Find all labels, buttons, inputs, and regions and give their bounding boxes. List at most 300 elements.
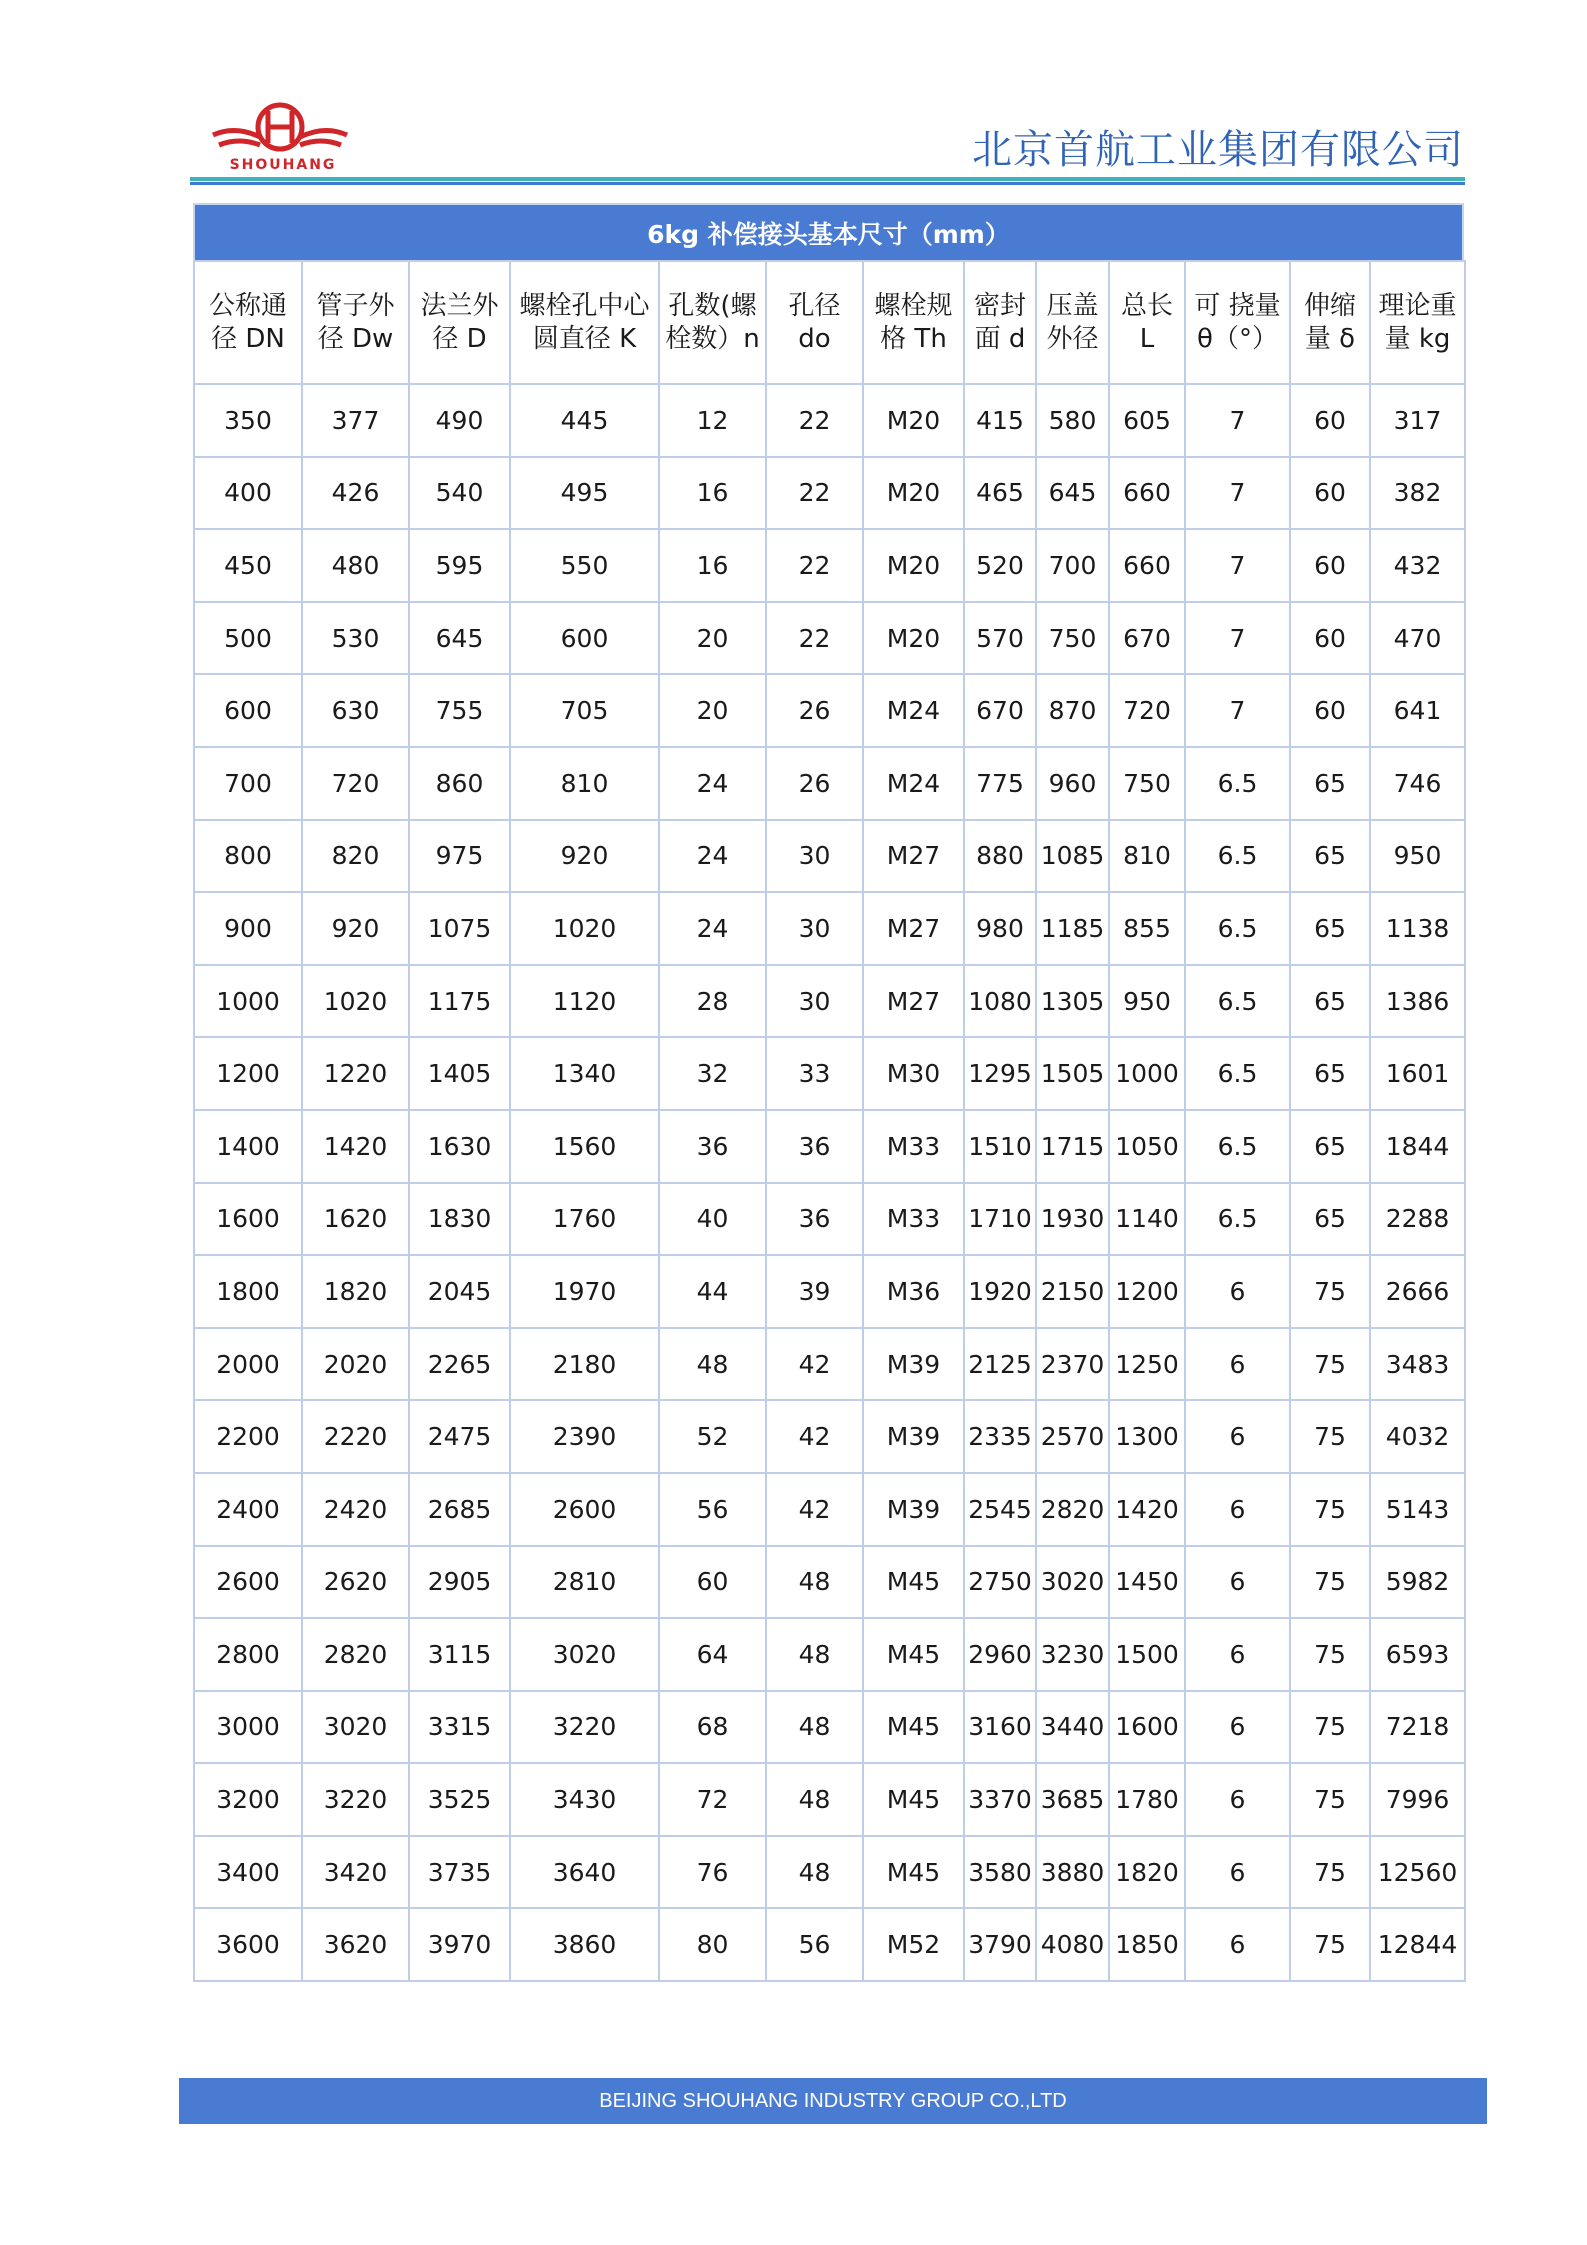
dimension-table bbox=[193, 260, 1466, 1982]
table-cell: 2810 bbox=[510, 1546, 659, 1619]
table-cell: 3160 bbox=[964, 1691, 1036, 1764]
column-header-label: 孔径 do bbox=[788, 290, 841, 354]
table-cell: 2545 bbox=[964, 1473, 1036, 1546]
table-cell: 1420 bbox=[302, 1110, 409, 1183]
table-cell: 1710 bbox=[964, 1183, 1036, 1256]
table-cell: 445 bbox=[510, 384, 659, 457]
table-row bbox=[194, 820, 1465, 893]
table-cell: 3370 bbox=[964, 1763, 1036, 1836]
table-cell: 6 bbox=[1185, 1691, 1290, 1764]
table-cell: 48 bbox=[766, 1546, 863, 1619]
table-cell: 3430 bbox=[510, 1763, 659, 1836]
column-header bbox=[1036, 261, 1109, 384]
table-cell: 775 bbox=[964, 747, 1036, 820]
table-cell: 2800 bbox=[194, 1618, 302, 1691]
table-cell: 7 bbox=[1185, 674, 1290, 747]
table-cell: 377 bbox=[302, 384, 409, 457]
table-cell: 3020 bbox=[302, 1691, 409, 1764]
table-cell: 36 bbox=[766, 1110, 863, 1183]
table-cell: 65 bbox=[1290, 820, 1370, 893]
table-cell: 3640 bbox=[510, 1836, 659, 1909]
table-cell: M39 bbox=[863, 1473, 964, 1546]
table-cell: 48 bbox=[766, 1618, 863, 1691]
table-cell: 855 bbox=[1109, 892, 1185, 965]
table-cell: 1800 bbox=[194, 1255, 302, 1328]
table-cell: 36 bbox=[659, 1110, 766, 1183]
table-cell: 2288 bbox=[1370, 1183, 1465, 1256]
table-cell: 1820 bbox=[1109, 1836, 1185, 1909]
table-cell: 6 bbox=[1185, 1763, 1290, 1836]
table-cell: 2420 bbox=[302, 1473, 409, 1546]
column-header-label: 螺栓孔中心圆直径 K bbox=[519, 290, 650, 354]
table-cell: 465 bbox=[964, 457, 1036, 530]
table-cell: 1630 bbox=[409, 1110, 510, 1183]
column-header-label: 密封面 d bbox=[973, 290, 1026, 354]
column-header bbox=[510, 261, 659, 384]
table-row bbox=[194, 1546, 1465, 1619]
table-cell: 1138 bbox=[1370, 892, 1465, 965]
table-cell: 7 bbox=[1185, 457, 1290, 530]
table-cell: M36 bbox=[863, 1255, 964, 1328]
table-cell: 1305 bbox=[1036, 965, 1109, 1038]
table-cell: 2150 bbox=[1036, 1255, 1109, 1328]
table-cell: 6.5 bbox=[1185, 820, 1290, 893]
table-cell: 660 bbox=[1109, 457, 1185, 530]
table-body bbox=[194, 384, 1465, 1981]
table-cell: 595 bbox=[409, 529, 510, 602]
table-cell: 2125 bbox=[964, 1328, 1036, 1401]
table-cell: 2000 bbox=[194, 1328, 302, 1401]
table-cell: 1505 bbox=[1036, 1037, 1109, 1110]
table-cell: 2820 bbox=[302, 1618, 409, 1691]
table-cell: M20 bbox=[863, 457, 964, 530]
table-row bbox=[194, 457, 1465, 530]
table-cell: 22 bbox=[766, 457, 863, 530]
column-header bbox=[659, 261, 766, 384]
column-header bbox=[1109, 261, 1185, 384]
table-cell: 755 bbox=[409, 674, 510, 747]
table-cell: 1600 bbox=[194, 1183, 302, 1256]
table-cell: 75 bbox=[1290, 1763, 1370, 1836]
table-title: 6kg 补偿接头基本尺寸（mm） bbox=[193, 203, 1464, 260]
table-cell: 1220 bbox=[302, 1037, 409, 1110]
table-cell: 1405 bbox=[409, 1037, 510, 1110]
table-cell: 432 bbox=[1370, 529, 1465, 602]
table-cell: 2390 bbox=[510, 1400, 659, 1473]
table-cell: 660 bbox=[1109, 529, 1185, 602]
table-cell: 3200 bbox=[194, 1763, 302, 1836]
table-row bbox=[194, 529, 1465, 602]
table-cell: 6 bbox=[1185, 1400, 1290, 1473]
table-cell: 6 bbox=[1185, 1836, 1290, 1909]
table-cell: 3220 bbox=[510, 1691, 659, 1764]
table-cell: 470 bbox=[1370, 602, 1465, 675]
table-cell: 2620 bbox=[302, 1546, 409, 1619]
table-cell: 1300 bbox=[1109, 1400, 1185, 1473]
table-cell: 2600 bbox=[510, 1473, 659, 1546]
table-cell: 2475 bbox=[409, 1400, 510, 1473]
table-cell: 2750 bbox=[964, 1546, 1036, 1619]
table-cell: 870 bbox=[1036, 674, 1109, 747]
table-cell: 60 bbox=[1290, 674, 1370, 747]
table-cell: 1420 bbox=[1109, 1473, 1185, 1546]
table-cell: 6 bbox=[1185, 1908, 1290, 1981]
table-cell: 6 bbox=[1185, 1546, 1290, 1619]
table-cell: 12 bbox=[659, 384, 766, 457]
table-row bbox=[194, 1110, 1465, 1183]
table-cell: 415 bbox=[964, 384, 1036, 457]
table-cell: 1340 bbox=[510, 1037, 659, 1110]
table-cell: 530 bbox=[302, 602, 409, 675]
table-cell: 3315 bbox=[409, 1691, 510, 1764]
table-cell: 12844 bbox=[1370, 1908, 1465, 1981]
table-cell: 3020 bbox=[1036, 1546, 1109, 1619]
table-cell: 7 bbox=[1185, 602, 1290, 675]
table-cell: 44 bbox=[659, 1255, 766, 1328]
table-cell: 880 bbox=[964, 820, 1036, 893]
table-cell: 1185 bbox=[1036, 892, 1109, 965]
table-row bbox=[194, 1763, 1465, 1836]
table-cell: 550 bbox=[510, 529, 659, 602]
table-cell: 1510 bbox=[964, 1110, 1036, 1183]
table-cell: 2685 bbox=[409, 1473, 510, 1546]
table-cell: 65 bbox=[1290, 892, 1370, 965]
table-cell: 16 bbox=[659, 529, 766, 602]
table-cell: 2570 bbox=[1036, 1400, 1109, 1473]
table-cell: 1140 bbox=[1109, 1183, 1185, 1256]
table-cell: 1050 bbox=[1109, 1110, 1185, 1183]
table-cell: 3620 bbox=[302, 1908, 409, 1981]
table-cell: 16 bbox=[659, 457, 766, 530]
table-cell: 7 bbox=[1185, 384, 1290, 457]
table-cell: 3440 bbox=[1036, 1691, 1109, 1764]
table-cell: 65 bbox=[1290, 1110, 1370, 1183]
table-row bbox=[194, 1618, 1465, 1691]
table-row bbox=[194, 1908, 1465, 1981]
table-cell: 4080 bbox=[1036, 1908, 1109, 1981]
table-cell: M27 bbox=[863, 965, 964, 1038]
table-cell: 1560 bbox=[510, 1110, 659, 1183]
table-cell: 3860 bbox=[510, 1908, 659, 1981]
table-row bbox=[194, 1328, 1465, 1401]
table-cell: 6 bbox=[1185, 1473, 1290, 1546]
table-cell: 48 bbox=[766, 1763, 863, 1836]
table-cell: 64 bbox=[659, 1618, 766, 1691]
table-cell: 22 bbox=[766, 602, 863, 675]
column-header-label: 总长 L bbox=[1120, 290, 1173, 354]
company-name-cn: 北京首航工业集团有限公司 bbox=[972, 127, 1464, 173]
table-cell: 645 bbox=[409, 602, 510, 675]
table-cell: 75 bbox=[1290, 1836, 1370, 1909]
column-header bbox=[766, 261, 863, 384]
table-cell: 75 bbox=[1290, 1908, 1370, 1981]
header-divider-blue bbox=[190, 182, 1465, 185]
column-header bbox=[1370, 261, 1465, 384]
table-cell: 2335 bbox=[964, 1400, 1036, 1473]
table-cell: 6593 bbox=[1370, 1618, 1465, 1691]
table-row bbox=[194, 1183, 1465, 1256]
table-cell: 2666 bbox=[1370, 1255, 1465, 1328]
table-row bbox=[194, 1400, 1465, 1473]
table-cell: M45 bbox=[863, 1546, 964, 1619]
table-cell: 6 bbox=[1185, 1255, 1290, 1328]
table-cell: 3880 bbox=[1036, 1836, 1109, 1909]
table-cell: 30 bbox=[766, 892, 863, 965]
table-cell: 72 bbox=[659, 1763, 766, 1836]
table-cell: 490 bbox=[409, 384, 510, 457]
column-header-label: 螺栓规格 Th bbox=[874, 290, 953, 354]
table-cell: 1020 bbox=[302, 965, 409, 1038]
table-cell: 600 bbox=[510, 602, 659, 675]
table-cell: 22 bbox=[766, 529, 863, 602]
column-header bbox=[302, 261, 409, 384]
table-cell: M20 bbox=[863, 384, 964, 457]
table-cell: 3420 bbox=[302, 1836, 409, 1909]
table-cell: 980 bbox=[964, 892, 1036, 965]
table-cell: 56 bbox=[766, 1908, 863, 1981]
table-cell: 6.5 bbox=[1185, 1037, 1290, 1110]
table-cell: 65 bbox=[1290, 1183, 1370, 1256]
table-cell: 75 bbox=[1290, 1546, 1370, 1619]
table-cell: 350 bbox=[194, 384, 302, 457]
table-row bbox=[194, 1691, 1465, 1764]
table-cell: M27 bbox=[863, 820, 964, 893]
table-cell: 75 bbox=[1290, 1691, 1370, 1764]
table-row bbox=[194, 892, 1465, 965]
table-cell: 1600 bbox=[1109, 1691, 1185, 1764]
table-cell: M45 bbox=[863, 1836, 964, 1909]
table-cell: 68 bbox=[659, 1691, 766, 1764]
column-header bbox=[964, 261, 1036, 384]
table-cell: 42 bbox=[766, 1400, 863, 1473]
table-cell: 3600 bbox=[194, 1908, 302, 1981]
table-cell: 1844 bbox=[1370, 1110, 1465, 1183]
table-cell: 520 bbox=[964, 529, 1036, 602]
table-cell: 3400 bbox=[194, 1836, 302, 1909]
table-cell: 75 bbox=[1290, 1473, 1370, 1546]
table-cell: 1620 bbox=[302, 1183, 409, 1256]
table-cell: 960 bbox=[1036, 747, 1109, 820]
table-cell: 48 bbox=[659, 1328, 766, 1401]
table-cell: 860 bbox=[409, 747, 510, 820]
table-cell: 3230 bbox=[1036, 1618, 1109, 1691]
company-name-en: BEIJING SHOUHANG INDUSTRY GROUP CO.,LTD bbox=[599, 2089, 1067, 2112]
table-cell: 2370 bbox=[1036, 1328, 1109, 1401]
table-cell: 22 bbox=[766, 384, 863, 457]
table-cell: 1075 bbox=[409, 892, 510, 965]
table-cell: 1850 bbox=[1109, 1908, 1185, 1981]
table-cell: M30 bbox=[863, 1037, 964, 1110]
table-cell: 700 bbox=[194, 747, 302, 820]
table-cell: 480 bbox=[302, 529, 409, 602]
table-cell: 3000 bbox=[194, 1691, 302, 1764]
table-cell: 670 bbox=[964, 674, 1036, 747]
table-cell: 2905 bbox=[409, 1546, 510, 1619]
table-row bbox=[194, 965, 1465, 1038]
table-cell: 3525 bbox=[409, 1763, 510, 1836]
table-cell: 810 bbox=[1109, 820, 1185, 893]
table-cell: 720 bbox=[1109, 674, 1185, 747]
table-cell: 426 bbox=[302, 457, 409, 530]
table-cell: 65 bbox=[1290, 747, 1370, 820]
table-cell: 48 bbox=[766, 1691, 863, 1764]
table-cell: 75 bbox=[1290, 1328, 1370, 1401]
table-cell: 400 bbox=[194, 457, 302, 530]
table-cell: 820 bbox=[302, 820, 409, 893]
column-header-label: 公称通径 DN bbox=[208, 290, 287, 354]
table-cell: 60 bbox=[1290, 602, 1370, 675]
table-cell: 6.5 bbox=[1185, 1110, 1290, 1183]
table-cell: 28 bbox=[659, 965, 766, 1038]
table-cell: 3970 bbox=[409, 1908, 510, 1981]
column-header-label: 伸缩量 δ bbox=[1303, 290, 1356, 354]
table-cell: 2265 bbox=[409, 1328, 510, 1401]
table-cell: 26 bbox=[766, 674, 863, 747]
table-cell: 65 bbox=[1290, 1037, 1370, 1110]
table-cell: 1200 bbox=[194, 1037, 302, 1110]
table-cell: 605 bbox=[1109, 384, 1185, 457]
table-cell: 750 bbox=[1036, 602, 1109, 675]
table-cell: 495 bbox=[510, 457, 659, 530]
table-cell: 3735 bbox=[409, 1836, 510, 1909]
table-cell: 450 bbox=[194, 529, 302, 602]
table-cell: 1820 bbox=[302, 1255, 409, 1328]
table-cell: M24 bbox=[863, 747, 964, 820]
table-cell: M27 bbox=[863, 892, 964, 965]
table-cell: 1085 bbox=[1036, 820, 1109, 893]
table-header-row bbox=[194, 261, 1465, 384]
table-cell: 920 bbox=[302, 892, 409, 965]
table-cell: 1250 bbox=[1109, 1328, 1185, 1401]
table-cell: 75 bbox=[1290, 1618, 1370, 1691]
table-cell: 42 bbox=[766, 1473, 863, 1546]
table-cell: 1715 bbox=[1036, 1110, 1109, 1183]
table-cell: 540 bbox=[409, 457, 510, 530]
dimension-table-container bbox=[193, 203, 1464, 1982]
table-cell: 36 bbox=[766, 1183, 863, 1256]
table-cell: M24 bbox=[863, 674, 964, 747]
column-header-label: 理论重量 kg bbox=[1378, 290, 1457, 354]
table-cell: 4032 bbox=[1370, 1400, 1465, 1473]
table-cell: 30 bbox=[766, 965, 863, 1038]
table-cell: 40 bbox=[659, 1183, 766, 1256]
table-cell: 75 bbox=[1290, 1255, 1370, 1328]
table-cell: 2220 bbox=[302, 1400, 409, 1473]
column-header bbox=[409, 261, 510, 384]
table-cell: 1080 bbox=[964, 965, 1036, 1038]
table-cell: 2820 bbox=[1036, 1473, 1109, 1546]
table-cell: M33 bbox=[863, 1110, 964, 1183]
table-cell: 3220 bbox=[302, 1763, 409, 1836]
table-cell: 3483 bbox=[1370, 1328, 1465, 1401]
table-cell: 6 bbox=[1185, 1618, 1290, 1691]
table-cell: 12560 bbox=[1370, 1836, 1465, 1909]
table-cell: 1120 bbox=[510, 965, 659, 1038]
table-cell: 60 bbox=[1290, 384, 1370, 457]
table-row bbox=[194, 1473, 1465, 1546]
table-cell: M45 bbox=[863, 1763, 964, 1836]
table-cell: 1830 bbox=[409, 1183, 510, 1256]
column-header-label: 孔数(螺栓数）n bbox=[665, 290, 760, 354]
table-cell: 1020 bbox=[510, 892, 659, 965]
table-cell: 1930 bbox=[1036, 1183, 1109, 1256]
table-cell: 39 bbox=[766, 1255, 863, 1328]
table-row bbox=[194, 1836, 1465, 1909]
table-cell: 20 bbox=[659, 602, 766, 675]
table-cell: 24 bbox=[659, 747, 766, 820]
table-cell: 1450 bbox=[1109, 1546, 1185, 1619]
table-cell: 1000 bbox=[194, 965, 302, 1038]
table-cell: 3685 bbox=[1036, 1763, 1109, 1836]
table-cell: 75 bbox=[1290, 1400, 1370, 1473]
table-cell: 750 bbox=[1109, 747, 1185, 820]
column-header-label: 管子外径 Dw bbox=[316, 290, 395, 354]
footer-bar bbox=[179, 2078, 1487, 2124]
table-cell: 2020 bbox=[302, 1328, 409, 1401]
table-cell: 6.5 bbox=[1185, 747, 1290, 820]
table-cell: M20 bbox=[863, 602, 964, 675]
table-cell: 600 bbox=[194, 674, 302, 747]
table-cell: 2200 bbox=[194, 1400, 302, 1473]
table-cell: 700 bbox=[1036, 529, 1109, 602]
table-cell: M39 bbox=[863, 1400, 964, 1473]
table-cell: 1200 bbox=[1109, 1255, 1185, 1328]
table-cell: 1760 bbox=[510, 1183, 659, 1256]
column-header bbox=[1185, 261, 1290, 384]
table-cell: 2960 bbox=[964, 1618, 1036, 1691]
table-cell: 1400 bbox=[194, 1110, 302, 1183]
column-header-label: 可 挠量 θ（°） bbox=[1194, 290, 1281, 354]
table-row bbox=[194, 1037, 1465, 1110]
table-cell: 5982 bbox=[1370, 1546, 1465, 1619]
table-cell: 2600 bbox=[194, 1546, 302, 1619]
table-cell: 317 bbox=[1370, 384, 1465, 457]
table-cell: 950 bbox=[1370, 820, 1465, 893]
table-cell: 1970 bbox=[510, 1255, 659, 1328]
header-divider-teal bbox=[190, 177, 1465, 181]
table-cell: M33 bbox=[863, 1183, 964, 1256]
table-cell: 24 bbox=[659, 820, 766, 893]
table-cell: 1920 bbox=[964, 1255, 1036, 1328]
table-cell: 3790 bbox=[964, 1908, 1036, 1981]
column-header bbox=[863, 261, 964, 384]
table-cell: 2400 bbox=[194, 1473, 302, 1546]
table-row bbox=[194, 1255, 1465, 1328]
table-cell: M20 bbox=[863, 529, 964, 602]
table-cell: 1386 bbox=[1370, 965, 1465, 1038]
table-cell: 20 bbox=[659, 674, 766, 747]
table-cell: 1780 bbox=[1109, 1763, 1185, 1836]
table-cell: 52 bbox=[659, 1400, 766, 1473]
table-cell: 1295 bbox=[964, 1037, 1036, 1110]
table-cell: 810 bbox=[510, 747, 659, 820]
column-header-label: 法兰外径 D bbox=[420, 290, 499, 354]
table-cell: 580 bbox=[1036, 384, 1109, 457]
table-cell: 6 bbox=[1185, 1328, 1290, 1401]
table-cell: 1601 bbox=[1370, 1037, 1465, 1110]
table-cell: 2180 bbox=[510, 1328, 659, 1401]
table-cell: 26 bbox=[766, 747, 863, 820]
table-cell: M39 bbox=[863, 1328, 964, 1401]
logo-wordmark: SHOUHANG bbox=[229, 157, 337, 173]
table-cell: 7996 bbox=[1370, 1763, 1465, 1836]
table-cell: 5143 bbox=[1370, 1473, 1465, 1546]
table-cell: 382 bbox=[1370, 457, 1465, 530]
table-cell: 76 bbox=[659, 1836, 766, 1909]
table-cell: 975 bbox=[409, 820, 510, 893]
table-cell: 1500 bbox=[1109, 1618, 1185, 1691]
table-cell: 6.5 bbox=[1185, 1183, 1290, 1256]
